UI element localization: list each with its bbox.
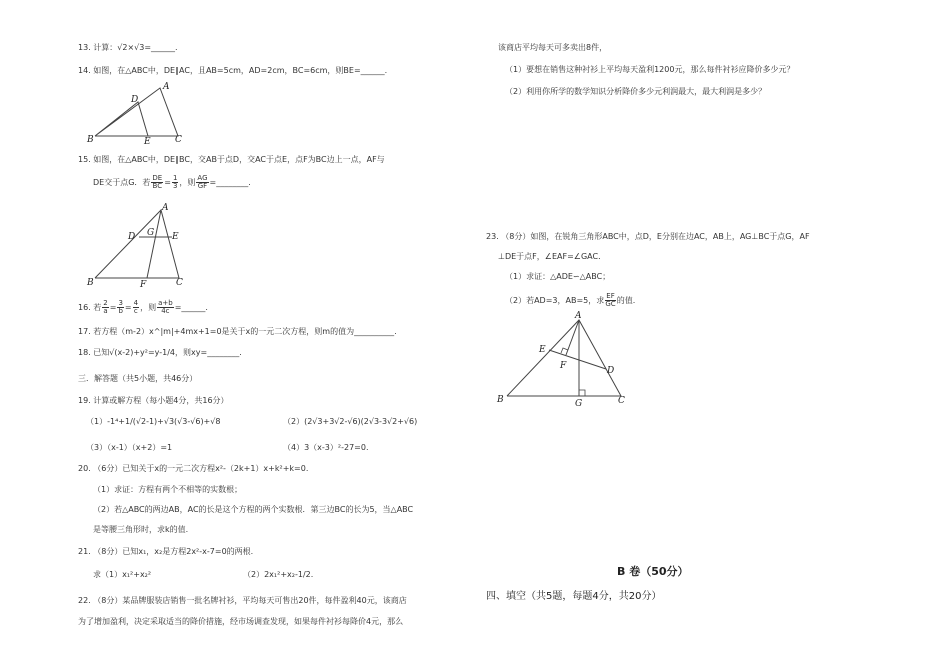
q20-part2: （2）若△ABC的两边AB，AC的长是这个方程的两个实数根．第三边BC的长为5，当△ABC xyxy=(93,505,414,514)
q23-part1: （1）求证：△ADE∽△ABC； xyxy=(505,272,611,281)
q14: 14. 如图，在△ABC中，DE∥AC，且AB=5cm，AD=2cm，BC=6cm，则BE=______. xyxy=(78,66,388,75)
fig15-label-c: C xyxy=(176,278,183,288)
fig23-label-g: G xyxy=(575,399,583,409)
figure-23 xyxy=(490,310,635,410)
q20: 20. （6分）已知关于x的一元二次方程x²-（2k+1）x+k²+k=0. xyxy=(78,464,309,473)
fig15-label-b: B xyxy=(87,278,94,288)
fig15-label-f: F xyxy=(140,280,147,290)
fig23-label-a: A xyxy=(575,311,582,321)
q16: 16. 若 $\frac{2}{a}$ = $\frac{3}{b}$ = $\frac{4}{c}$ ，则 $\frac{a+b}{4c}$ =______. xyxy=(78,299,208,315)
fig15-label-d: D xyxy=(128,232,136,242)
fig14-label-c: C xyxy=(175,135,182,145)
q19: 19. 计算或解方程（每小题4分，共16分） xyxy=(78,396,229,405)
q20-part1: （1）求证：方程有两个不相等的实数根； xyxy=(93,485,243,494)
fig14-label-d: D xyxy=(131,95,139,105)
q20-part3: 是等腰三角形时，求k的值. xyxy=(93,525,189,534)
q22-line2: 为了增加盈利，决定采取适当的降价措施，经市场调查发现，如果每件衬衫每降价4元，那么 xyxy=(78,617,404,626)
fig14-label-a: A xyxy=(163,82,170,92)
q22-line3: 该商店平均每天可多卖出8件， xyxy=(498,43,608,52)
q23-line1: 23. （8分）如图，在锐角三角形ABC中，点D，E分别在边AC，AB上，AG⊥BC于点G，AF xyxy=(486,232,810,241)
q19-part2: （2）(2√3+3√2-√6)(2√3-3√2+√6) xyxy=(283,417,418,426)
section-b-heading: B 卷（50分） xyxy=(617,565,689,578)
q15-line1: 15. 如图，在△ABC中，DE∥BC，交AB于点D，交AC于点E，点F为BC边上一点，AF与 xyxy=(78,155,385,164)
q15-line2: DE交于点G．若 $\frac{DE}{BC}$ = $\frac{1}{3}$ ，则 $\frac{AG}{GF}$ =________. xyxy=(93,174,251,190)
q21: 21. （8分）已知x₁，x₂是方程2x²-x-7=0的两根. xyxy=(78,547,254,556)
fig23-label-b: B xyxy=(497,395,504,405)
fig15-label-a: A xyxy=(162,203,169,213)
fig23-label-d: D xyxy=(607,366,615,376)
q19-part3: （3）（x-1）（x+2）=1 xyxy=(86,443,173,452)
fig23-label-c: C xyxy=(618,396,625,406)
section-4-heading: 四、填空（共5题，每题4分，共20分） xyxy=(486,591,662,602)
fig14-label-e: E xyxy=(144,137,151,146)
fig23-label-f: F xyxy=(560,361,567,371)
q21-part1: 求（1）x₁²+x₂² xyxy=(93,570,152,579)
q23-part2: （2）若AD=3，AB=5，求 $\frac{EF}{GC}$ 的值. xyxy=(505,292,636,308)
q23-line2: ⊥DE于点F，∠EAF=∠GAC． xyxy=(498,252,607,261)
section-3-heading: 三．解答题（共5小题，共46分） xyxy=(78,374,198,383)
q22-line1: 22. （8分）某品牌服装店销售一批名牌衬衫，平均每天可售出20件，每件盈利40元，该商店 xyxy=(78,596,407,605)
fig15-label-g: G xyxy=(147,228,155,238)
q22-part1: （1）要想在销售这种衬衫上平均每天盈利1200元，那么每件衬衫应降价多少元？ xyxy=(505,65,795,74)
figure-15 xyxy=(86,198,196,290)
q19-part1: （1）-1⁴+1/(√2-1)+√3(√3-√6)+√8 xyxy=(86,417,221,426)
q17: 17. 若方程（m-2）x^|m|+4mx+1=0是关于x的一元二次方程，则m的值为__________. xyxy=(78,327,397,336)
fig15-label-e: E xyxy=(172,232,179,242)
fig14-label-b: B xyxy=(87,135,94,145)
figure-14 xyxy=(86,80,196,146)
q18: 18. 已知√(x-2)+y²=y-1/4，则xy=________. xyxy=(78,348,242,357)
q21-part2: （2）2x₁²+x₂-1/2. xyxy=(243,570,314,579)
q19-part4: （4）3（x-3）²-27=0. xyxy=(283,443,369,452)
q22-part2: （2）利用你所学的数学知识分析降价多少元利润最大，最大利润是多少？ xyxy=(505,87,767,96)
fig23-label-e: E xyxy=(539,345,546,355)
q13: 13. 计算：√2×√3=______. xyxy=(78,43,178,52)
